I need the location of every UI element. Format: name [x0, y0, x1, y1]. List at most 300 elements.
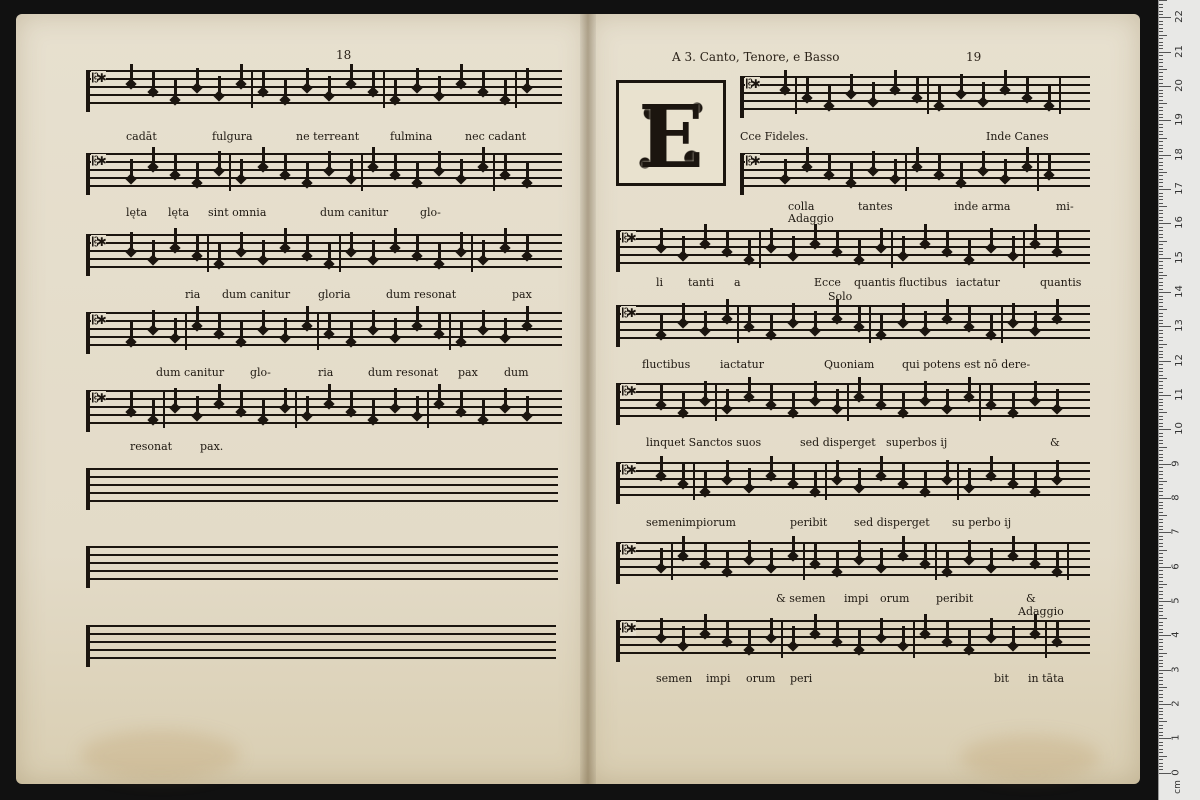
- ruler-subtick: [1159, 697, 1163, 698]
- ruler-subtick: [1159, 605, 1163, 606]
- bar-line: [957, 462, 959, 500]
- ruler-subtick: [1159, 725, 1163, 726]
- lyric-syllable: dum: [504, 366, 529, 379]
- ruler-subtick: [1159, 629, 1163, 630]
- ruler-subtick: [1159, 196, 1163, 197]
- music-note: [460, 159, 463, 181]
- music-note: [328, 76, 331, 98]
- bar-line: [207, 234, 209, 272]
- music-note: [792, 236, 795, 258]
- ruler-subtick: [1159, 316, 1163, 317]
- music-note: [262, 400, 265, 422]
- music-note: [660, 548, 663, 570]
- ruler-subtick: [1159, 639, 1163, 640]
- ruler-subtick: [1159, 227, 1163, 228]
- music-note: [902, 236, 905, 258]
- music-note: [130, 322, 133, 344]
- lyric-syllable: orum: [746, 672, 776, 685]
- lyric-syllable: superbos ij: [886, 436, 948, 449]
- music-note: [1026, 78, 1029, 100]
- music-note: [504, 388, 507, 410]
- ruler-subtick: [1159, 114, 1163, 115]
- music-note: [748, 468, 751, 490]
- music-note: [814, 311, 817, 333]
- music-note: [394, 388, 397, 410]
- ruler-subtick: [1159, 728, 1163, 729]
- ruler-subtick: [1159, 306, 1163, 307]
- ruler-number: 14: [1173, 285, 1185, 299]
- music-note: [372, 400, 375, 422]
- music-note: [682, 536, 685, 558]
- clef-icon: 𝄡✱: [622, 384, 635, 398]
- ruler-subtick: [1159, 642, 1163, 643]
- ruler-subtick: [1159, 62, 1163, 63]
- ruler-number: 0: [1170, 769, 1182, 776]
- lyric-syllable: qui potens est nō dere-: [902, 358, 1031, 371]
- lyric-syllable: semen: [646, 516, 683, 529]
- music-note: [814, 224, 817, 246]
- music-note: [850, 74, 853, 96]
- music-note: [130, 392, 133, 414]
- ruler-tick: [1159, 601, 1171, 602]
- ruler-subtick: [1159, 381, 1163, 382]
- ruler-subtick: [1159, 673, 1163, 674]
- music-note: [990, 456, 993, 478]
- ruler-subtick: [1159, 546, 1163, 547]
- music-note: [174, 80, 177, 102]
- music-note: [306, 163, 309, 185]
- music-note: [660, 315, 663, 337]
- ruler-subtick: [1159, 447, 1167, 448]
- ruler-number: 3: [1170, 666, 1182, 673]
- lyric-syllable: impi: [844, 592, 869, 605]
- bar-line: [795, 76, 797, 114]
- music-note: [858, 240, 861, 262]
- music-note: [704, 472, 707, 494]
- bar-line: [1023, 230, 1025, 268]
- ruler-subtick: [1159, 663, 1163, 664]
- music-note: [894, 70, 897, 92]
- ruler-subtick: [1159, 4, 1163, 5]
- lyric-syllable: sed disperget: [800, 436, 876, 449]
- music-note: [726, 552, 729, 574]
- ruler-subtick: [1159, 203, 1163, 204]
- ruler-tick: [1159, 155, 1171, 156]
- bar-line: [1045, 620, 1047, 658]
- ruler-subtick: [1159, 467, 1163, 468]
- music-note: [828, 155, 831, 177]
- ruler-tick: [1159, 361, 1171, 362]
- ruler-subtick: [1159, 426, 1163, 427]
- music-note: [284, 318, 287, 340]
- music-note: [726, 389, 729, 411]
- music-note: [660, 228, 663, 250]
- ruler-subtick: [1159, 45, 1163, 46]
- music-note: [306, 236, 309, 258]
- ruler-tick: [1159, 670, 1171, 671]
- music-staff: [616, 620, 1090, 658]
- ruler-subtick: [1159, 560, 1163, 561]
- measurement-ruler: [1158, 0, 1200, 800]
- ruler-subtick: [1159, 701, 1163, 702]
- ruler-subtick: [1159, 138, 1167, 139]
- music-note: [924, 544, 927, 566]
- music-note: [924, 311, 927, 333]
- ruler-number: 9: [1170, 460, 1182, 467]
- music-note: [394, 155, 397, 177]
- decorated-initial: [616, 80, 726, 186]
- ruler-subtick: [1159, 474, 1163, 475]
- bar-line: [781, 620, 783, 658]
- music-note: [1004, 159, 1007, 181]
- ruler-subtick: [1159, 392, 1163, 393]
- lyric-syllable: glo-: [250, 366, 271, 379]
- ruler-subtick: [1159, 117, 1163, 118]
- music-note: [704, 381, 707, 403]
- music-note: [482, 240, 485, 262]
- ruler-subtick: [1159, 666, 1163, 667]
- ruler-subtick: [1159, 735, 1163, 736]
- lyric-syllable: mi-: [1056, 200, 1074, 213]
- lyric-syllable: tantes: [858, 200, 893, 213]
- ruler-subtick: [1159, 577, 1163, 578]
- ruler-subtick: [1159, 769, 1163, 770]
- music-note: [1048, 155, 1051, 177]
- lyric-syllable: inde arma: [954, 200, 1011, 213]
- music-note: [682, 393, 685, 415]
- music-note: [438, 384, 441, 406]
- music-note: [748, 377, 751, 399]
- music-note: [828, 86, 831, 108]
- music-note: [372, 147, 375, 169]
- ruler-subtick: [1159, 289, 1163, 290]
- music-staff: [616, 542, 1090, 580]
- lyric-syllable: pax: [458, 366, 478, 379]
- music-note: [1034, 224, 1037, 246]
- lyric-syllable: gloria: [318, 288, 351, 301]
- music-note: [858, 540, 861, 562]
- music-note: [726, 460, 729, 482]
- music-note: [306, 68, 309, 90]
- ruler-subtick: [1159, 237, 1163, 238]
- music-note: [306, 306, 309, 328]
- ruler-subtick: [1159, 419, 1163, 420]
- music-note: [262, 310, 265, 332]
- music-note: [526, 68, 529, 90]
- music-note: [460, 232, 463, 254]
- lyric-syllable: sed disperget: [854, 516, 930, 529]
- ruler-subtick: [1159, 536, 1163, 537]
- ruler-subtick: [1159, 48, 1163, 49]
- music-note: [1056, 232, 1059, 254]
- lyric-syllable: glo-: [420, 206, 441, 219]
- ruler-subtick: [1159, 375, 1163, 376]
- ruler-subtick: [1159, 127, 1163, 128]
- ruler-subtick: [1159, 110, 1163, 111]
- ruler-subtick: [1159, 179, 1163, 180]
- music-note: [784, 70, 787, 92]
- ruler-subtick: [1159, 213, 1163, 214]
- ruler-subtick: [1159, 587, 1163, 588]
- music-note: [858, 377, 861, 399]
- lyric-syllable: orum: [880, 592, 910, 605]
- music-note: [770, 548, 773, 570]
- ruler-subtick: [1159, 488, 1163, 489]
- ruler-subtick: [1159, 169, 1163, 170]
- ruler-subtick: [1159, 460, 1163, 461]
- ruler-subtick: [1159, 749, 1163, 750]
- ruler-subtick: [1159, 478, 1163, 479]
- music-note: [504, 80, 507, 102]
- ruler-tick: [1159, 464, 1171, 465]
- music-note: [328, 244, 331, 266]
- ruler-number: 4: [1170, 631, 1182, 639]
- ruler-subtick: [1159, 76, 1163, 77]
- music-note: [938, 155, 941, 177]
- ruler-subtick: [1159, 646, 1163, 647]
- ruler-subtick: [1159, 333, 1163, 334]
- ruler-tick: [1159, 223, 1171, 224]
- music-note: [416, 396, 419, 418]
- ruler-subtick: [1159, 721, 1167, 722]
- ruler-subtick: [1159, 574, 1163, 575]
- empty-staff: [86, 468, 558, 506]
- clef-icon: 𝄡✱: [622, 543, 635, 557]
- music-note: [526, 306, 529, 328]
- bar-line: [869, 305, 871, 343]
- ruler-number: 10: [1173, 422, 1185, 436]
- music-note: [872, 82, 875, 104]
- clef-icon: 𝄡✱: [92, 313, 105, 327]
- music-note: [858, 307, 861, 329]
- music-note: [726, 622, 729, 644]
- ruler-subtick: [1159, 148, 1163, 149]
- music-note: [682, 236, 685, 258]
- ruler-subtick: [1159, 28, 1163, 29]
- music-note: [968, 468, 971, 490]
- music-note: [130, 64, 133, 86]
- lyric-syllable: lęta: [126, 206, 148, 219]
- ruler-unit: cm: [1172, 780, 1183, 794]
- ruler-subtick: [1159, 512, 1163, 513]
- music-note: [894, 159, 897, 181]
- music-note: [946, 460, 949, 482]
- ruler-subtick: [1159, 388, 1163, 389]
- music-note: [350, 232, 353, 254]
- music-note: [130, 159, 133, 181]
- ruler-subtick: [1159, 539, 1163, 540]
- ruler-subtick: [1159, 145, 1163, 146]
- ruler-subtick: [1159, 553, 1163, 554]
- music-note: [1012, 464, 1015, 486]
- lyric-syllable: &: [1050, 436, 1060, 449]
- music-note: [916, 78, 919, 100]
- music-note: [130, 232, 133, 254]
- ruler-subtick: [1159, 244, 1163, 245]
- lyric-syllable: peribit: [936, 592, 974, 605]
- bar-line: [383, 70, 385, 108]
- music-note: [416, 306, 419, 328]
- bar-line: [979, 383, 981, 421]
- ruler-subtick: [1159, 72, 1163, 73]
- music-note: [196, 306, 199, 328]
- lyric-syllable: Ecce: [814, 276, 841, 289]
- ruler-subtick: [1159, 416, 1163, 417]
- music-note: [350, 392, 353, 414]
- bar-line: [927, 76, 929, 114]
- clef-icon: 𝄡✱: [92, 235, 105, 249]
- music-note: [660, 456, 663, 478]
- music-note: [460, 392, 463, 414]
- music-note: [726, 232, 729, 254]
- ruler-number: 13: [1173, 319, 1185, 333]
- ruler-subtick: [1159, 199, 1163, 200]
- bar-line: [163, 390, 165, 428]
- ruler-subtick: [1159, 282, 1163, 283]
- music-note: [284, 388, 287, 410]
- music-note: [924, 224, 927, 246]
- lyric-syllable: peri: [790, 672, 813, 685]
- music-note: [770, 315, 773, 337]
- ruler-tick: [1159, 429, 1171, 430]
- bar-line: [715, 383, 717, 421]
- ruler-number: 11: [1173, 388, 1185, 402]
- music-note: [924, 381, 927, 403]
- music-note: [726, 299, 729, 321]
- music-note: [328, 151, 331, 173]
- ruler-subtick: [1159, 591, 1163, 592]
- ruler-number: 7: [1170, 528, 1182, 536]
- clef-icon: 𝄡✱: [622, 463, 635, 477]
- ruler-subtick: [1159, 241, 1167, 242]
- ruler-subtick: [1159, 618, 1167, 619]
- music-staff: [616, 230, 1090, 268]
- ruler-subtick: [1159, 368, 1163, 369]
- ruler-subtick: [1159, 529, 1163, 530]
- music-note: [806, 147, 809, 169]
- ruler-tick: [1159, 326, 1171, 327]
- music-note: [968, 240, 971, 262]
- voices-header: A 3. Canto, Tenore, e Basso: [672, 50, 840, 64]
- clef-icon: 𝄡✱: [92, 154, 105, 168]
- ruler-subtick: [1159, 230, 1163, 231]
- ruler-subtick: [1159, 206, 1167, 207]
- ruler-tick: [1159, 738, 1171, 739]
- music-note: [924, 472, 927, 494]
- music-note: [872, 151, 875, 173]
- lyric-syllable: lęta: [168, 206, 190, 219]
- ruler-subtick: [1159, 756, 1167, 757]
- bar-line: [1059, 76, 1061, 114]
- ruler-tick: [1159, 52, 1171, 53]
- tempo-marking: Adaggio: [788, 212, 834, 225]
- ruler-subtick: [1159, 687, 1167, 688]
- ruler-subtick: [1159, 11, 1163, 12]
- music-note: [792, 536, 795, 558]
- bar-line: [693, 462, 695, 500]
- music-note: [880, 315, 883, 337]
- music-note: [482, 72, 485, 94]
- ruler-subtick: [1159, 162, 1163, 163]
- ruler-subtick: [1159, 649, 1163, 650]
- ruler-subtick: [1159, 402, 1163, 403]
- ruler-subtick: [1159, 502, 1163, 503]
- ruler-subtick: [1159, 584, 1167, 585]
- ruler-subtick: [1159, 519, 1163, 520]
- music-note: [1012, 393, 1015, 415]
- music-note: [770, 456, 773, 478]
- paper-stain: [80, 730, 240, 780]
- music-note: [174, 388, 177, 410]
- music-note: [438, 244, 441, 266]
- ruler-subtick: [1159, 100, 1163, 101]
- music-note: [526, 396, 529, 418]
- music-note: [240, 392, 243, 414]
- ruler-subtick: [1159, 694, 1163, 695]
- music-note: [174, 155, 177, 177]
- music-note: [460, 64, 463, 86]
- music-note: [946, 389, 949, 411]
- ruler-number: 1: [1170, 734, 1182, 742]
- music-note: [814, 614, 817, 636]
- ruler-subtick: [1159, 31, 1163, 32]
- music-note: [990, 548, 993, 570]
- ruler-subtick: [1159, 598, 1163, 599]
- ruler-subtick: [1159, 608, 1163, 609]
- ruler-subtick: [1159, 625, 1163, 626]
- ruler-tick: [1159, 292, 1171, 293]
- music-note: [394, 228, 397, 250]
- ruler-subtick: [1159, 172, 1167, 173]
- ruler-subtick: [1159, 261, 1163, 262]
- ruler-subtick: [1159, 272, 1163, 273]
- ruler-subtick: [1159, 220, 1163, 221]
- music-note: [960, 74, 963, 96]
- music-note: [902, 464, 905, 486]
- ruler-subtick: [1159, 93, 1163, 94]
- paper-stain: [960, 735, 1100, 780]
- ruler-tick: [1159, 189, 1171, 190]
- music-note: [438, 76, 441, 98]
- ruler-subtick: [1159, 763, 1163, 764]
- ruler-subtick: [1159, 454, 1163, 455]
- lyric-syllable: &: [1026, 592, 1036, 605]
- ruler-subtick: [1159, 399, 1163, 400]
- bar-line: [229, 153, 231, 191]
- ruler-subtick: [1159, 320, 1163, 321]
- ruler-subtick: [1159, 440, 1163, 441]
- music-note: [284, 228, 287, 250]
- music-note: [1012, 303, 1015, 325]
- initial-letter: E: [638, 87, 704, 188]
- ruler-number: 19: [1173, 113, 1185, 127]
- music-note: [394, 318, 397, 340]
- ruler-subtick: [1159, 268, 1163, 269]
- music-note: [880, 618, 883, 640]
- music-note: [152, 400, 155, 422]
- music-note: [262, 72, 265, 94]
- ruler-subtick: [1159, 378, 1167, 379]
- ruler-subtick: [1159, 313, 1163, 314]
- music-note: [262, 147, 265, 169]
- left-page-number: 18: [336, 48, 352, 62]
- ruler-subtick: [1159, 684, 1163, 685]
- music-note: [526, 236, 529, 258]
- lyric-syllable: semen: [656, 672, 693, 685]
- lyric-syllable: su perbo ij: [952, 516, 1012, 529]
- music-note: [1026, 147, 1029, 169]
- music-note: [482, 400, 485, 422]
